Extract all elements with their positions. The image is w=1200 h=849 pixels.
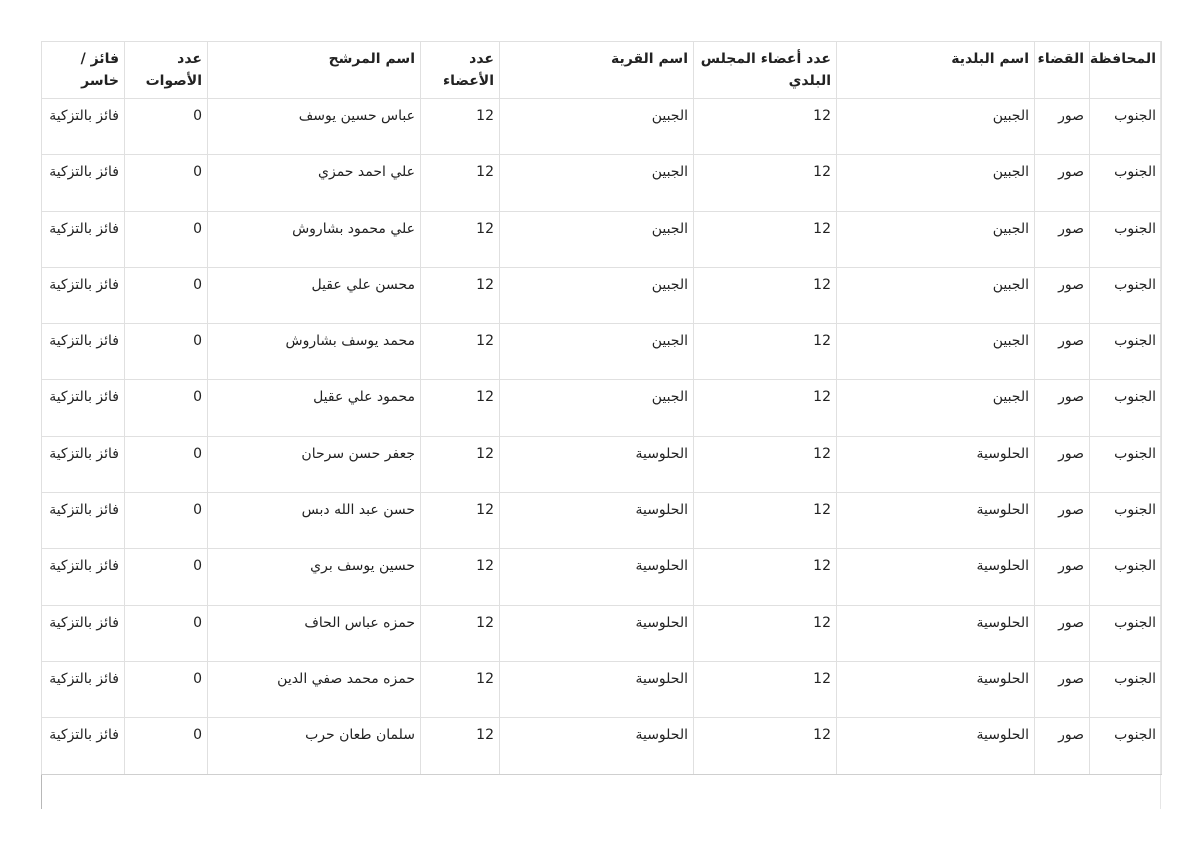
cell-village: الجبين — [500, 267, 694, 323]
table-row — [42, 380, 1162, 436]
cell-members-count: 12 — [421, 267, 500, 323]
cell-district: صور — [1035, 718, 1090, 774]
cell-governorate: الجنوب — [1090, 267, 1162, 323]
cell-votes: 0 — [125, 661, 208, 717]
header-votes: عدد الأصوات — [125, 42, 208, 99]
cell-result: فائز بالتزكية — [42, 324, 125, 380]
cell-council-members: 12 — [694, 549, 837, 605]
table-row — [42, 718, 1162, 774]
cell-municipality: الحلوسية — [837, 436, 1035, 492]
cell-governorate: الجنوب — [1090, 661, 1162, 717]
cell-governorate: الجنوب — [1090, 436, 1162, 492]
cell-votes: 0 — [125, 493, 208, 549]
cell-governorate: الجنوب — [1090, 380, 1162, 436]
cell-result: فائز بالتزكية — [42, 267, 125, 323]
header-row — [42, 42, 1162, 99]
cell-votes: 0 — [125, 436, 208, 492]
cell-members-count: 12 — [421, 661, 500, 717]
cell-candidate-name: علي احمد حمزي — [208, 155, 421, 211]
cell-candidate-name: محمد يوسف بشاروش — [208, 324, 421, 380]
cell-council-members: 12 — [694, 605, 837, 661]
cell-municipality: الحلوسية — [837, 549, 1035, 605]
table-row — [42, 605, 1162, 661]
header-candidate-name: اسم المرشح — [208, 42, 421, 99]
table-row — [42, 155, 1162, 211]
cell-district: صور — [1035, 324, 1090, 380]
cell-district: صور — [1035, 493, 1090, 549]
cell-district: صور — [1035, 661, 1090, 717]
table-row — [42, 324, 1162, 380]
cell-district: صور — [1035, 380, 1090, 436]
cell-candidate-name: سلمان طعان حرب — [208, 718, 421, 774]
cell-municipality: الجبين — [837, 324, 1035, 380]
cell-municipality: الجبين — [837, 155, 1035, 211]
cell-votes: 0 — [125, 267, 208, 323]
cell-municipality: الحلوسية — [837, 605, 1035, 661]
cell-governorate: الجنوب — [1090, 324, 1162, 380]
cell-votes: 0 — [125, 155, 208, 211]
header-district: القضاء — [1035, 42, 1090, 99]
cell-village: الجبين — [500, 380, 694, 436]
cell-council-members: 12 — [694, 718, 837, 774]
cell-result: فائز بالتزكية — [42, 155, 125, 211]
cell-council-members: 12 — [694, 267, 837, 323]
cell-governorate: الجنوب — [1090, 155, 1162, 211]
table-row — [42, 436, 1162, 492]
cell-members-count: 12 — [421, 605, 500, 661]
cell-candidate-name: حسن عبد الله دبس — [208, 493, 421, 549]
cell-votes: 0 — [125, 605, 208, 661]
cell-district: صور — [1035, 211, 1090, 267]
cell-members-count: 12 — [421, 99, 500, 155]
cell-votes: 0 — [125, 718, 208, 774]
header-result: فائز / خاسر — [42, 42, 125, 99]
cell-governorate: الجنوب — [1090, 605, 1162, 661]
cell-governorate: الجنوب — [1090, 549, 1162, 605]
cell-candidate-name: محمود علي عقيل — [208, 380, 421, 436]
cell-municipality: الجبين — [837, 380, 1035, 436]
cell-governorate: الجنوب — [1090, 718, 1162, 774]
cell-result: فائز بالتزكية — [42, 605, 125, 661]
cell-municipality: الجبين — [837, 267, 1035, 323]
header-members-count: عدد الأعضاء — [421, 42, 500, 99]
results-table — [41, 41, 1162, 775]
cell-village: الحلوسية — [500, 661, 694, 717]
cell-council-members: 12 — [694, 99, 837, 155]
cell-village: الحلوسية — [500, 436, 694, 492]
table-row — [42, 661, 1162, 717]
cell-governorate: الجنوب — [1090, 211, 1162, 267]
cell-governorate: الجنوب — [1090, 99, 1162, 155]
cell-result: فائز بالتزكية — [42, 211, 125, 267]
cell-votes: 0 — [125, 211, 208, 267]
cell-result: فائز بالتزكية — [42, 436, 125, 492]
table-row — [42, 549, 1162, 605]
header-village: اسم القرية — [500, 42, 694, 99]
cell-district: صور — [1035, 436, 1090, 492]
cell-result: فائز بالتزكية — [42, 718, 125, 774]
cell-result: فائز بالتزكية — [42, 380, 125, 436]
cell-council-members: 12 — [694, 493, 837, 549]
cell-members-count: 12 — [421, 493, 500, 549]
cell-village: الحلوسية — [500, 493, 694, 549]
cell-governorate: الجنوب — [1090, 493, 1162, 549]
cell-result: فائز بالتزكية — [42, 493, 125, 549]
cell-village: الحلوسية — [500, 605, 694, 661]
cell-candidate-name: جعفر حسن سرحان — [208, 436, 421, 492]
cell-votes: 0 — [125, 549, 208, 605]
cell-council-members: 12 — [694, 380, 837, 436]
cell-candidate-name: عباس حسين يوسف — [208, 99, 421, 155]
cell-council-members: 12 — [694, 436, 837, 492]
cell-village: الجبين — [500, 99, 694, 155]
cell-village: الحلوسية — [500, 718, 694, 774]
cell-result: فائز بالتزكية — [42, 549, 125, 605]
cell-council-members: 12 — [694, 661, 837, 717]
cell-district: صور — [1035, 549, 1090, 605]
cell-votes: 0 — [125, 99, 208, 155]
cell-district: صور — [1035, 155, 1090, 211]
cell-result: فائز بالتزكية — [42, 99, 125, 155]
cell-district: صور — [1035, 605, 1090, 661]
header-governorate: المحافظة — [1090, 42, 1162, 99]
cell-members-count: 12 — [421, 324, 500, 380]
cell-council-members: 12 — [694, 155, 837, 211]
cell-members-count: 12 — [421, 549, 500, 605]
cell-members-count: 12 — [421, 718, 500, 774]
cell-district: صور — [1035, 99, 1090, 155]
header-council-members: عدد أعضاء المجلس البلدي — [694, 42, 837, 99]
cell-municipality: الحلوسية — [837, 493, 1035, 549]
cell-candidate-name: حسين يوسف بري — [208, 549, 421, 605]
cell-members-count: 12 — [421, 211, 500, 267]
cell-municipality: الجبين — [837, 211, 1035, 267]
cell-candidate-name: علي محمود بشاروش — [208, 211, 421, 267]
cell-result: فائز بالتزكية — [42, 661, 125, 717]
cell-municipality: الحلوسية — [837, 661, 1035, 717]
cell-village: الجبين — [500, 155, 694, 211]
cell-candidate-name: حمزه عباس الحاف — [208, 605, 421, 661]
cell-municipality: الحلوسية — [837, 718, 1035, 774]
table-row — [42, 99, 1162, 155]
cell-candidate-name: حمزه محمد صفي الدين — [208, 661, 421, 717]
table-row — [42, 493, 1162, 549]
cell-village: الجبين — [500, 211, 694, 267]
cell-council-members: 12 — [694, 324, 837, 380]
cell-candidate-name: محسن علي عقيل — [208, 267, 421, 323]
table-row — [42, 267, 1162, 323]
header-municipality: اسم البلدية — [837, 42, 1035, 99]
table-row — [42, 211, 1162, 267]
cell-village: الحلوسية — [500, 549, 694, 605]
cell-village: الجبين — [500, 324, 694, 380]
cell-municipality: الجبين — [837, 99, 1035, 155]
cell-members-count: 12 — [421, 380, 500, 436]
cell-district: صور — [1035, 267, 1090, 323]
cell-votes: 0 — [125, 380, 208, 436]
cell-members-count: 12 — [421, 436, 500, 492]
cell-votes: 0 — [125, 324, 208, 380]
cell-council-members: 12 — [694, 211, 837, 267]
cell-members-count: 12 — [421, 155, 500, 211]
